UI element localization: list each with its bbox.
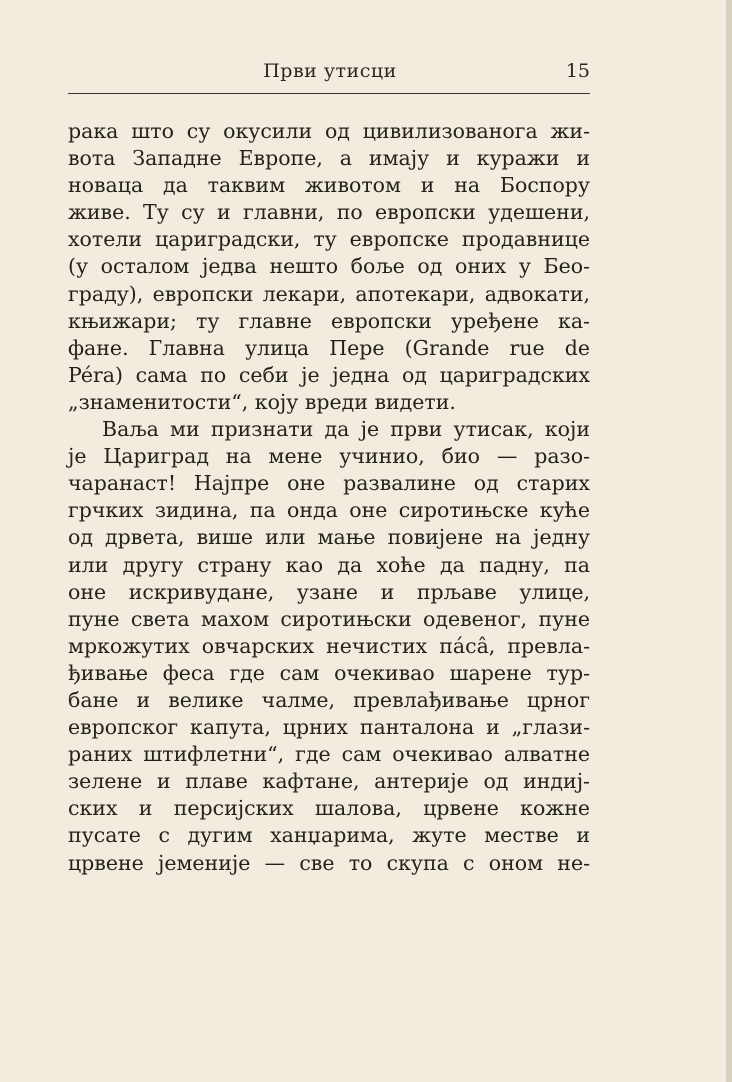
text-line: грчких зидина, па онда оне сиротињске куће: [68, 498, 590, 523]
text-line: зелене и плаве кафтане, антерије од индиј-: [68, 769, 590, 794]
text-line: хотели цариградски, ту европске продавнице: [68, 227, 590, 252]
text-line: бане и велике чалме, превлађивање црног: [68, 687, 590, 712]
text-line: раних штифлетни“, где сам очекивао алватне: [68, 742, 590, 767]
paragraph-1: [68, 118, 590, 416]
text-line: књижари; ту главне европски уређене ка-: [68, 308, 590, 333]
page-edge: [726, 0, 732, 1082]
text-line: живе. Ту су и главни, по европски удешени,: [68, 200, 590, 225]
header-rule: [68, 93, 590, 94]
text-line: оне искривудане, узане и прљаве улице,: [68, 579, 590, 604]
page-number: 15: [565, 60, 590, 82]
text-line: фане. Главна улица Пере (Grande rue de: [68, 335, 590, 360]
text-line: ских и персијских шалова, црвене кожне: [68, 796, 590, 821]
text-line: европског капута, црних панталона и „глази-: [68, 715, 590, 740]
text-line: (у осталом једва нешто боље од оних у Бео-: [68, 254, 590, 279]
text-line: Péra) сама по себи је једна од цариградских: [68, 362, 590, 387]
text-line: пусате с дугим ханџарима, жуте местве и: [68, 823, 590, 848]
text-line: пуне света махом сиротињски одевеног, пуне: [68, 606, 590, 631]
running-title: Први утисци: [263, 60, 397, 82]
text-line: „знаменитости“, коју вреди видети.: [68, 389, 456, 414]
text-line: од дрвета, више или мање повијене на једну: [68, 525, 590, 550]
text-line: црвене јеменије — све то скупа с оном не-: [68, 850, 590, 875]
page-header: [68, 58, 592, 92]
paragraph-2: [68, 416, 590, 877]
text-line: или другу страну као да хоће да падну, па: [68, 552, 590, 577]
text-line: је Цариград на мене учинио, био — разо-: [68, 444, 590, 469]
body-text: [68, 118, 590, 877]
text-line: рака што су окусили од цивилизованога жи-: [68, 119, 590, 143]
text-line: граду), европски лекари, апотекари, адвокати,: [68, 281, 590, 306]
text-line: Ваља ми признати да је први утисак, који: [102, 417, 590, 442]
text-line: вота Западне Европе, а имају и куражи и: [68, 146, 590, 171]
text-line: новаца да таквим животом и на Боспору: [68, 173, 590, 198]
text-line: чаранаст! Најпре оне развалине од старих: [68, 471, 590, 496]
text-line: мркожутих овчарских нечистих пáсâ, превла-: [68, 633, 590, 658]
text-line: ђивање феса где сам очекивао шарене тур-: [68, 660, 590, 685]
